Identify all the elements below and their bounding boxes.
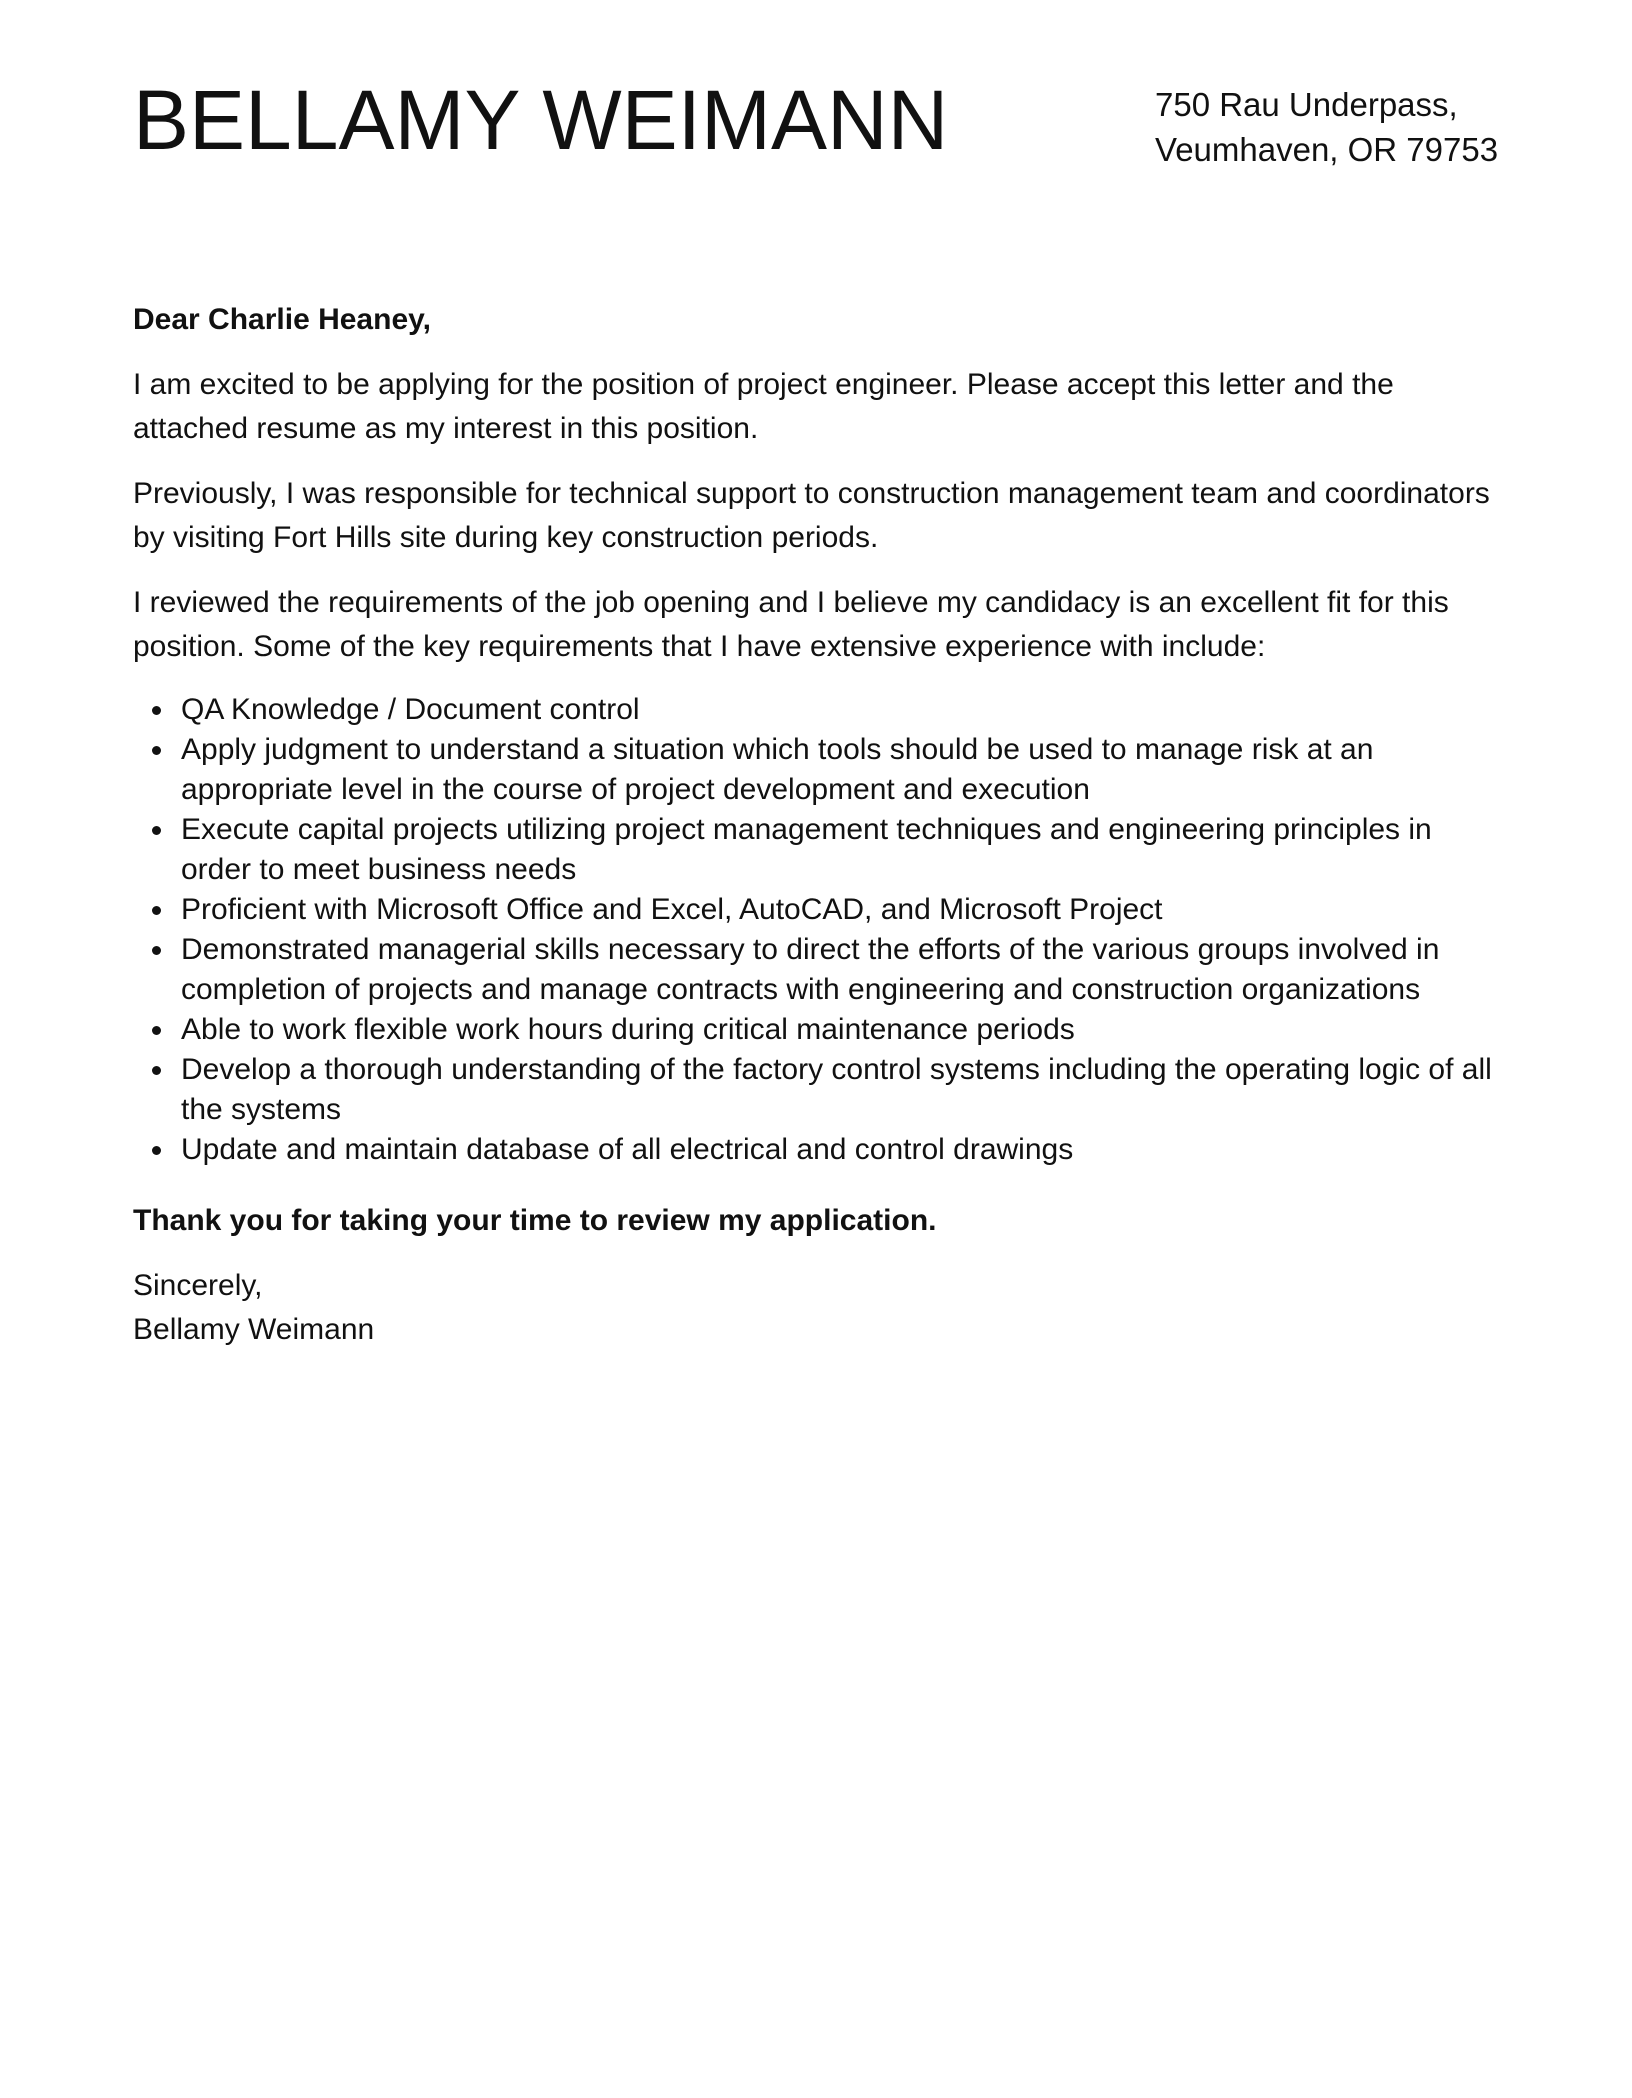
requirements-intro-paragraph: I reviewed the requirements of the job opening and I believe my candidacy is an excellent fit for this position. Some of the key requirements that I have extensive experience with include: — [133, 586, 1449, 663]
bullet-icon — [152, 1066, 161, 1075]
bullet-icon — [152, 706, 161, 715]
closing-line: Thank you for taking your time to review my application. — [133, 1204, 937, 1237]
bullet-icon — [152, 906, 161, 915]
list-item-text: Able to work flexible work hours during critical maintenance periods — [181, 1013, 1075, 1046]
list-item-text: QA Knowledge / Document control — [181, 693, 640, 726]
signature-name: Bellamy Weimann — [133, 1313, 375, 1346]
applicant-name: BELLAMY WEIMANN — [133, 73, 949, 167]
list-item — [181, 890, 1503, 930]
bullet-icon — [152, 946, 161, 955]
salutation: Dear Charlie Heaney, — [133, 303, 431, 336]
intro-paragraph: I am excited to be applying for the position of project engineer. Please accept this letter and the attached resume as my interest in this position. — [133, 368, 1394, 445]
bullet-icon — [152, 1146, 161, 1155]
experience-paragraph: Previously, I was responsible for technical support to construction management team and coordinators by visiting Fort Hills site during key construction periods. — [133, 477, 1490, 554]
applicant-address — [1155, 82, 1498, 172]
list-item — [181, 930, 1503, 1010]
requirements-list — [133, 690, 1503, 1170]
list-item-text: Update and maintain database of all electrical and control drawings — [181, 1133, 1074, 1166]
letter-body — [133, 298, 1503, 1352]
list-item — [181, 1010, 1503, 1050]
bullet-icon — [152, 746, 161, 755]
list-item-text: Develop a thorough understanding of the factory control systems including the operating logic of all the systems — [181, 1053, 1492, 1126]
list-item-text: Apply judgment to understand a situation which tools should be used to manage risk at an appropriate level in the course of project development and execution — [181, 733, 1374, 806]
list-item-text: Demonstrated managerial skills necessary to direct the efforts of the various groups involved in completion of projects and manage contracts with engineering and construction organizations — [181, 933, 1440, 1006]
bullet-icon — [152, 1026, 161, 1035]
list-item-text: Proficient with Microsoft Office and Excel, AutoCAD, and Microsoft Project — [181, 893, 1163, 926]
list-item — [181, 1050, 1503, 1130]
bullet-icon — [152, 826, 161, 835]
valediction: Sincerely, — [133, 1269, 263, 1302]
letter-header — [133, 70, 1500, 180]
list-item — [181, 730, 1503, 810]
list-item — [181, 1130, 1503, 1170]
address-line-1: 750 Rau Underpass, — [1155, 86, 1458, 123]
list-item — [181, 690, 1503, 730]
address-line-2: Veumhaven, OR 79753 — [1155, 131, 1499, 168]
list-item — [181, 810, 1503, 890]
list-item-text: Execute capital projects utilizing project management techniques and engineering principles in order to meet business needs — [181, 813, 1432, 886]
